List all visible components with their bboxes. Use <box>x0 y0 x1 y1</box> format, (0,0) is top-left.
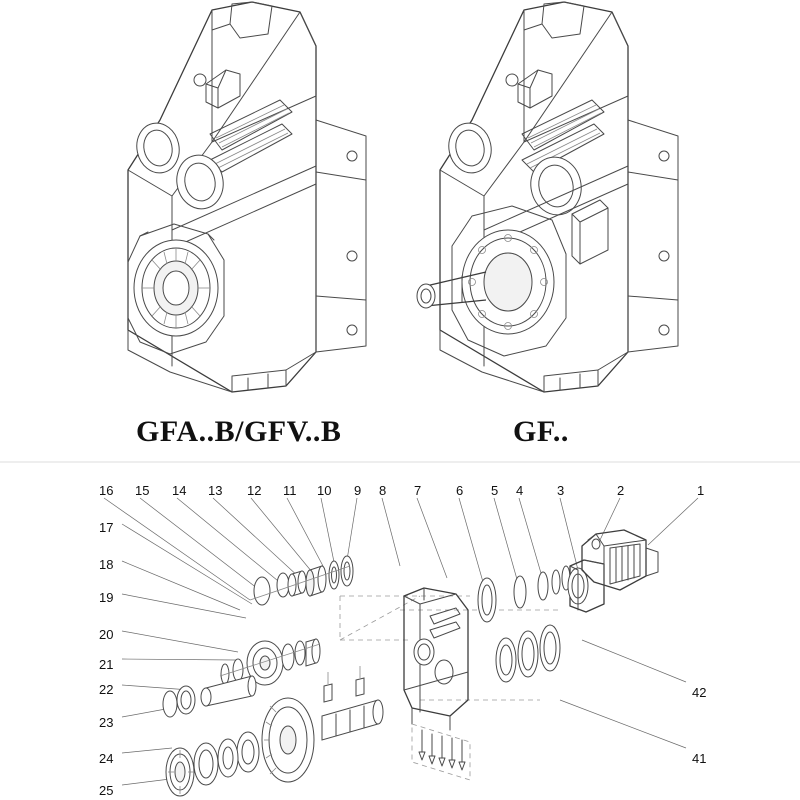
callout-23: 23 <box>99 715 114 730</box>
caption-right: GF.. <box>513 415 569 448</box>
callout-1: 1 <box>697 483 705 498</box>
callout-18: 18 <box>99 557 114 572</box>
callout-41: 41 <box>692 751 707 766</box>
gearbox-isometric-left <box>128 2 366 392</box>
callout-14: 14 <box>172 483 187 498</box>
callout-15: 15 <box>135 483 150 498</box>
gearbox-isometric-right <box>417 2 678 392</box>
callout-22: 22 <box>99 682 114 697</box>
callout-16: 16 <box>99 483 114 498</box>
callout-2: 2 <box>617 483 625 498</box>
input-adapter <box>568 560 604 612</box>
callout-8: 8 <box>379 483 387 498</box>
exploded-parts-diagram <box>104 498 698 796</box>
callout-13: 13 <box>208 483 223 498</box>
callout-12: 12 <box>247 483 262 498</box>
callout-17: 17 <box>99 520 114 535</box>
caption-left: GFA..B/GFV..B <box>136 415 342 448</box>
callout-11: 11 <box>283 483 297 498</box>
callout-7: 7 <box>414 483 422 498</box>
motor-assembly <box>582 530 658 590</box>
callout-24: 24 <box>99 751 114 766</box>
callout-3: 3 <box>557 483 565 498</box>
flange-rings <box>478 566 570 682</box>
output-shaft <box>322 666 383 740</box>
callout-9: 9 <box>354 483 362 498</box>
callout-19: 19 <box>99 590 114 605</box>
middle-shaft-assembly <box>220 639 320 685</box>
housing-body <box>404 588 470 780</box>
callout-10: 10 <box>317 483 332 498</box>
callout-4: 4 <box>516 483 524 498</box>
callout-25: 25 <box>99 783 114 798</box>
callout-21: 21 <box>99 657 114 672</box>
upper-shaft-assembly <box>250 556 353 605</box>
callout-42: 42 <box>692 685 707 700</box>
callout-5: 5 <box>491 483 499 498</box>
callout-6: 6 <box>456 483 464 498</box>
callout-20: 20 <box>99 627 114 642</box>
pinion-shaft <box>163 676 256 717</box>
